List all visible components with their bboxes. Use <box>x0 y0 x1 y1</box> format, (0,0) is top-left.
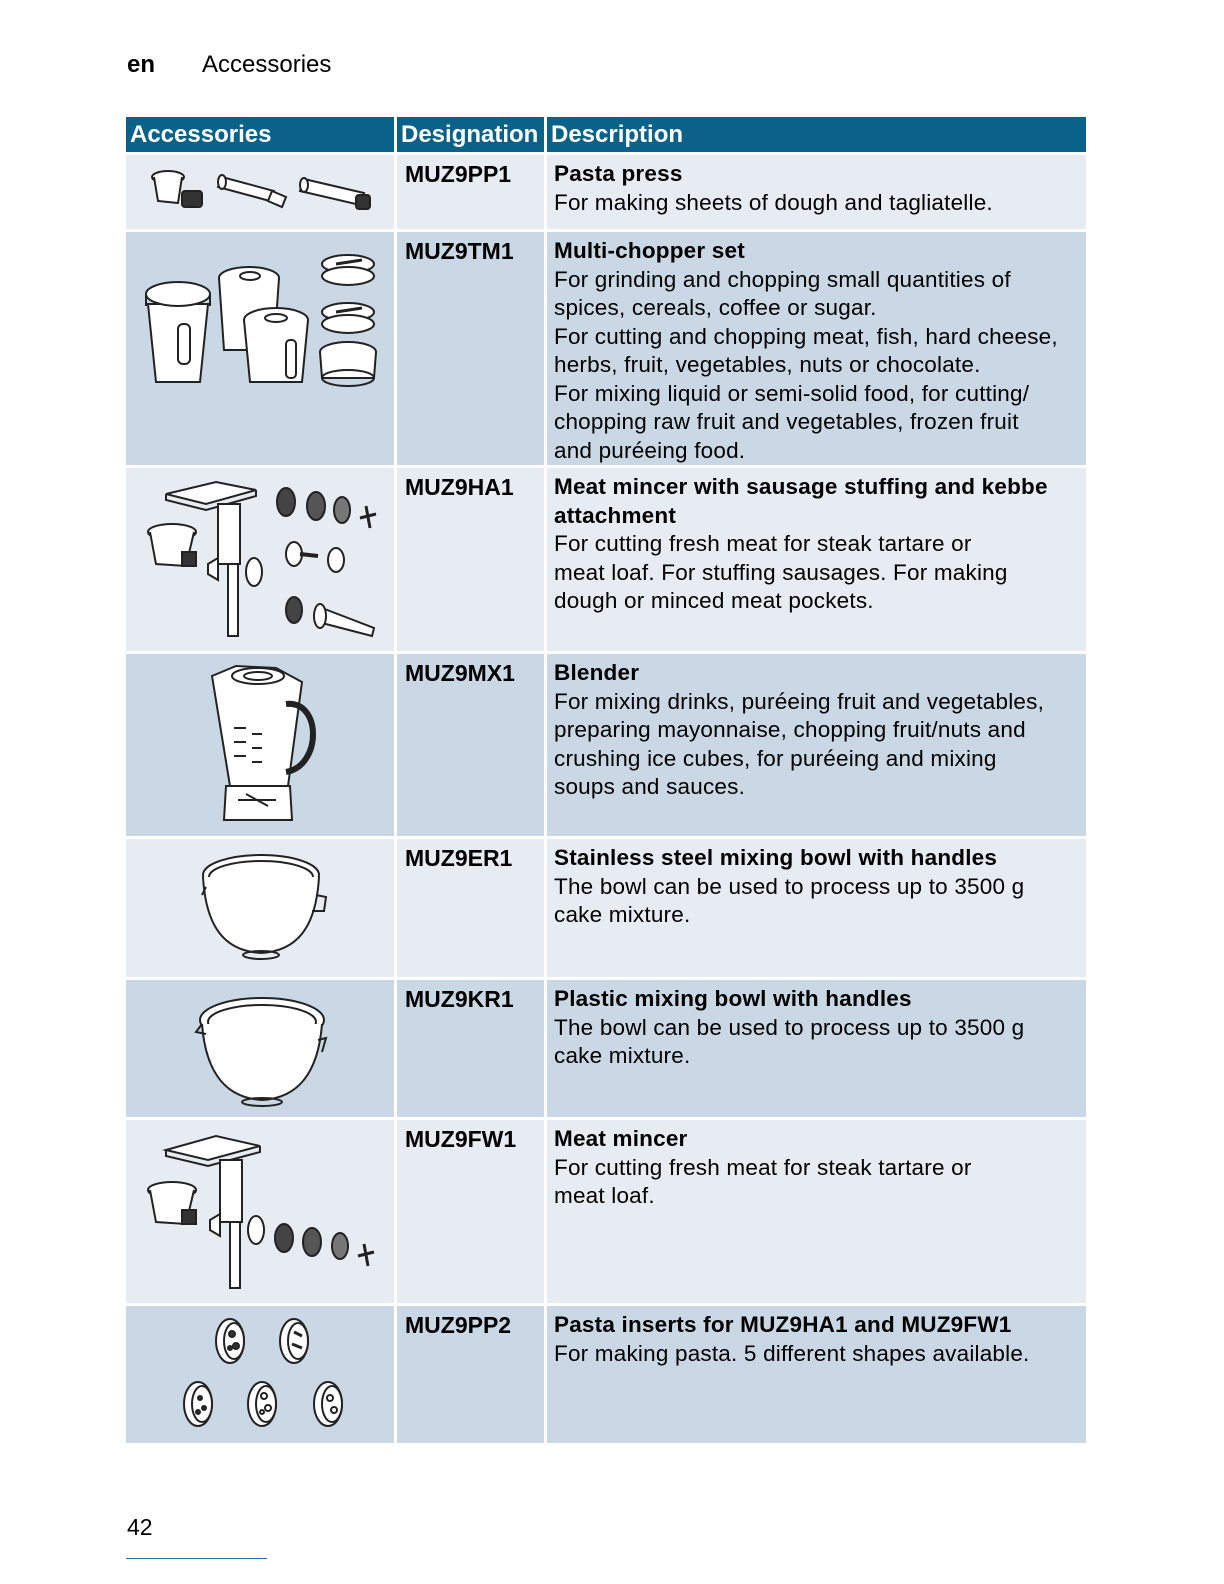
stainless-bowl-image <box>126 839 394 977</box>
designation-cell: MUZ9KR1 <box>397 980 544 1117</box>
table-row <box>126 232 1086 465</box>
designation-cell: MUZ9HA1 <box>397 468 544 651</box>
description-cell <box>547 1120 1086 1303</box>
item-title: Blender <box>554 660 640 685</box>
table-row <box>126 839 1086 977</box>
column-header-description: Description <box>547 117 1086 152</box>
designation-cell: MUZ9PP2 <box>397 1306 544 1443</box>
accessory-image-cell <box>126 654 394 836</box>
table-header-row <box>126 117 1086 152</box>
header-section-title: Accessories <box>202 51 332 78</box>
description-cell <box>547 654 1086 836</box>
description-cell <box>547 468 1086 651</box>
footer-divider <box>126 1558 267 1559</box>
item-description: The bowl can be used to process up to 3500 g cake mixture. <box>554 873 1025 927</box>
pasta-press-image <box>126 155 394 229</box>
accessory-image-cell <box>126 980 394 1117</box>
multi-chopper-image <box>126 232 394 461</box>
item-description: For making sheets of dough and tagliatelle. <box>554 189 993 215</box>
item-title: Plastic mixing bowl with handles <box>554 986 912 1011</box>
meat-mincer-kit-image <box>126 468 394 651</box>
description-cell <box>547 232 1086 465</box>
description-cell <box>547 839 1086 977</box>
designation-cell: MUZ9PP1 <box>397 155 544 229</box>
designation-cell: MUZ9MX1 <box>397 654 544 836</box>
table-row <box>126 1120 1086 1303</box>
designation-cell: MUZ9TM1 <box>397 232 544 465</box>
table-row <box>126 1306 1086 1443</box>
table-row <box>126 155 1086 229</box>
item-description: For grinding and chopping small quantities of spices, cereals, coffee or sugar. For cutting and chopping meat, fish, hard cheese, herbs, fruit, vegetables, nuts or chocolate. For mixing liquid or semi-solid food, for cutting/ chopping raw fruit and vegetables, frozen fruit and puréeing food. <box>554 266 1058 463</box>
item-description: For mixing drinks, puréeing fruit and vegetables, preparing mayonnaise, chopping fruit/nuts and crushing ice cubes, for puréeing and mixing soups and sauces. <box>554 688 1045 799</box>
accessory-image-cell <box>126 1120 394 1303</box>
description-cell <box>547 980 1086 1117</box>
accessory-image-cell <box>126 232 394 465</box>
meat-mincer-image <box>126 1120 394 1303</box>
pasta-inserts-image <box>126 1306 394 1443</box>
item-description: For cutting fresh meat for steak tartare or meat loaf. <box>554 1154 972 1208</box>
header-language: en <box>127 51 156 78</box>
description-cell <box>547 155 1086 229</box>
table-row <box>126 654 1086 836</box>
item-title: Multi-chopper set <box>554 238 745 263</box>
column-header-designation: Designation <box>397 117 544 152</box>
item-title: Meat mincer <box>554 1126 688 1151</box>
item-title: Pasta inserts for MUZ9HA1 and MUZ9FW1 <box>554 1312 1012 1337</box>
table-row <box>126 468 1086 651</box>
designation-cell: MUZ9FW1 <box>397 1120 544 1303</box>
item-title: Meat mincer with sausage stuffing and kebbe attachment <box>554 474 1048 528</box>
item-title: Stainless steel mixing bowl with handles <box>554 845 998 870</box>
designation-cell: MUZ9ER1 <box>397 839 544 977</box>
blender-image <box>126 654 394 836</box>
item-description: The bowl can be used to process up to 3500 g cake mixture. <box>554 1014 1025 1068</box>
page-number: 42 <box>127 1514 153 1540</box>
accessory-image-cell <box>126 468 394 651</box>
table-row <box>126 980 1086 1117</box>
description-cell <box>547 1306 1086 1443</box>
accessories-table <box>123 114 1089 1446</box>
accessory-image-cell <box>126 1306 394 1443</box>
accessory-image-cell <box>126 155 394 229</box>
column-header-accessories: Accessories <box>126 117 394 152</box>
accessory-image-cell <box>126 839 394 977</box>
item-title: Pasta press <box>554 161 683 186</box>
plastic-bowl-image <box>126 980 394 1117</box>
item-description: For cutting fresh meat for steak tartare or meat loaf. For stuffing sausages. For making dough or minced meat pockets. <box>554 531 1008 613</box>
item-description: For making pasta. 5 different shapes available. <box>554 1340 1030 1366</box>
